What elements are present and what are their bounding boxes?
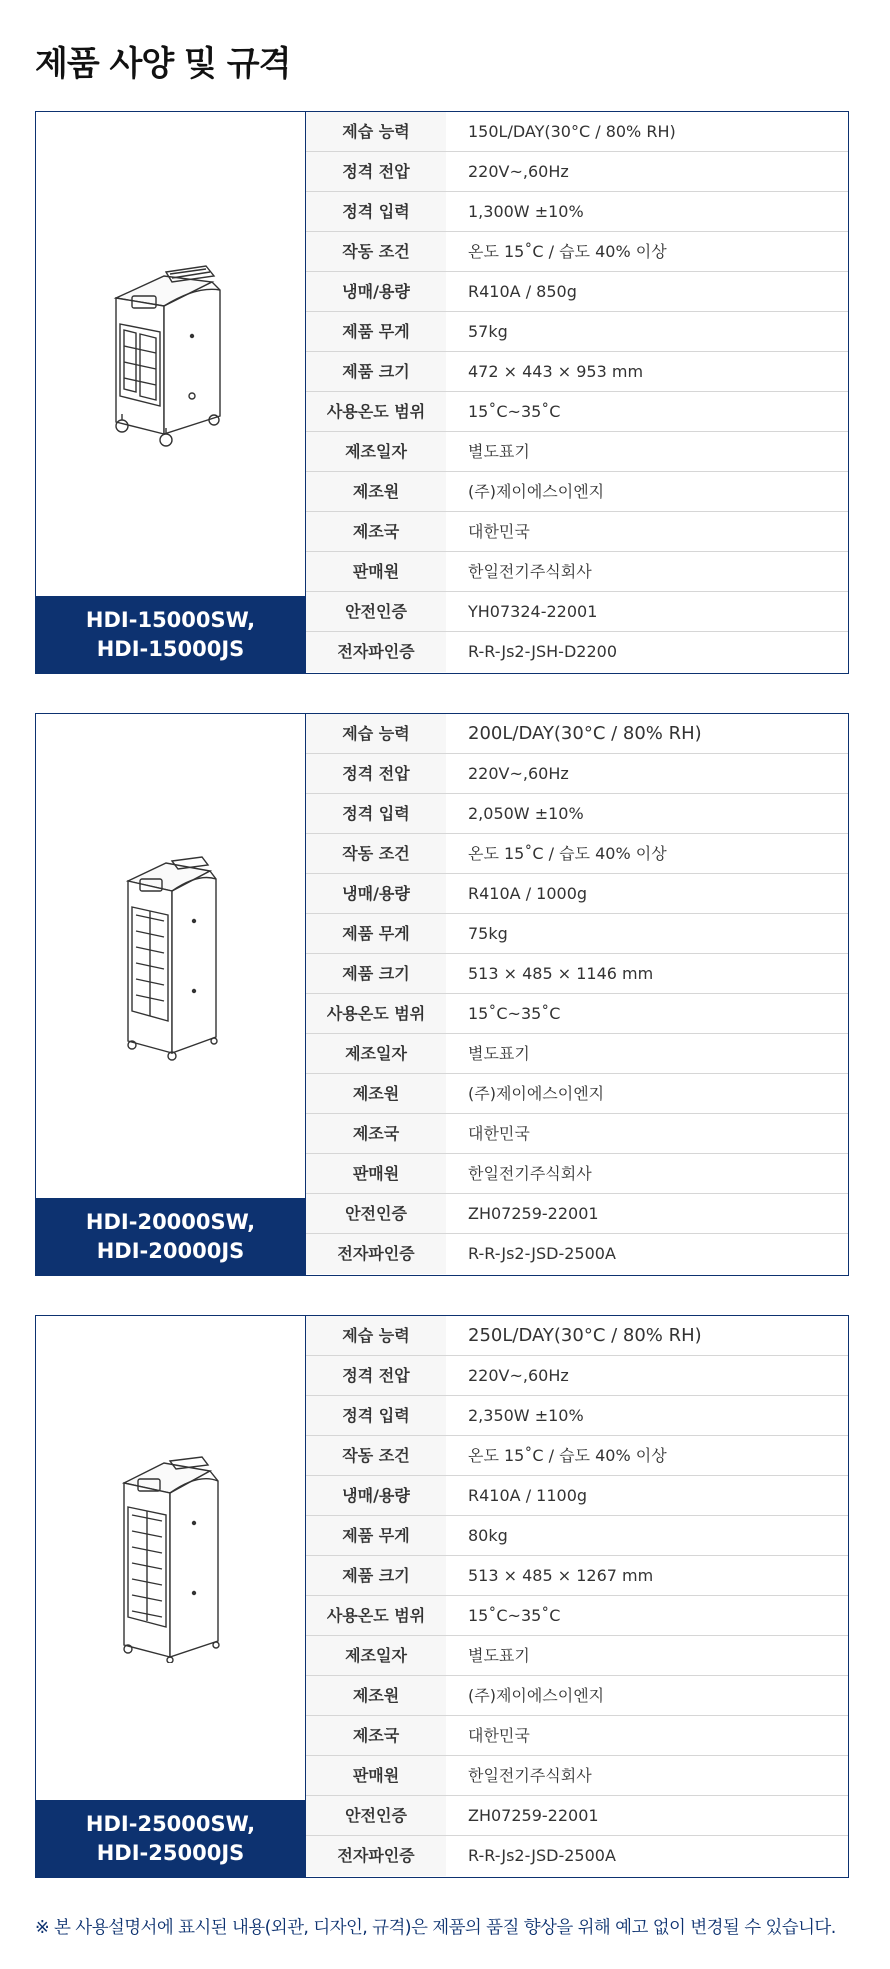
spec-value: 온도 15˚C / 습도 40% 이상 — [468, 1446, 667, 1465]
spec-row-capacity — [306, 112, 848, 152]
spec-label: 판매원 — [306, 1756, 446, 1795]
spec-value: 온도 15˚C / 습도 40% 이상 — [468, 242, 667, 261]
spec-label: 제조국 — [306, 1114, 446, 1153]
spec-label: 제조원 — [306, 472, 446, 511]
product-left-column — [36, 112, 306, 673]
product-left-column — [36, 714, 306, 1275]
spec-value: 15˚C~35˚C — [468, 402, 561, 421]
spec-label: 제조일자 — [306, 432, 446, 471]
spec-label: 사용온도 범위 — [306, 1596, 446, 1635]
spec-label: 냉매/용량 — [306, 874, 446, 913]
product-image-area — [36, 714, 305, 1198]
dehumidifier-25000-icon — [116, 1453, 226, 1663]
spec-label: 작동 조건 — [306, 232, 446, 271]
spec-row-conditions — [306, 1436, 848, 1476]
spec-value: 513 × 485 × 1267 mm — [468, 1566, 654, 1585]
spec-label: 작동 조건 — [306, 1436, 446, 1475]
spec-row-refrigerant — [306, 874, 848, 914]
spec-label: 제조일자 — [306, 1636, 446, 1675]
product-card-2 — [35, 713, 849, 1276]
spec-value: 대한민국 — [468, 1124, 530, 1143]
spec-value: 513 × 485 × 1146 mm — [468, 964, 654, 983]
spec-value: 250L/DAY(30°C / 80% RH) — [468, 1325, 702, 1346]
spec-value: 1,300W ±10% — [468, 202, 584, 221]
spec-label: 제조국 — [306, 512, 446, 551]
spec-row-safety-cert — [306, 1796, 848, 1836]
spec-row-emc-cert — [306, 1836, 848, 1876]
spec-value: ZH07259-22001 — [468, 1204, 599, 1223]
spec-table — [306, 1316, 848, 1877]
spec-value: (주)제이에스이엔지 — [468, 1084, 605, 1103]
spec-value: R-R-Js2-JSD-2500A — [468, 1846, 616, 1865]
product-image-area — [36, 112, 305, 596]
spec-label: 안전인증 — [306, 1796, 446, 1835]
spec-row-manufacturer — [306, 472, 848, 512]
model-name-line1: HDI-20000SW, — [85, 1209, 256, 1234]
spec-label: 안전인증 — [306, 1194, 446, 1233]
spec-row-size — [306, 1556, 848, 1596]
spec-label: 작동 조건 — [306, 834, 446, 873]
spec-value: 472 × 443 × 953 mm — [468, 362, 644, 381]
spec-label: 판매원 — [306, 1154, 446, 1193]
spec-value: 220V~,60Hz — [468, 162, 569, 181]
spec-row-safety-cert — [306, 592, 848, 632]
spec-label: 제품 무게 — [306, 914, 446, 953]
spec-value: R410A / 1000g — [468, 884, 588, 903]
spec-label: 정격 입력 — [306, 794, 446, 833]
spec-row-country — [306, 1114, 848, 1154]
spec-row-input — [306, 192, 848, 232]
spec-row-voltage — [306, 754, 848, 794]
spec-row-emc-cert — [306, 632, 848, 672]
spec-row-weight — [306, 312, 848, 352]
spec-value: R-R-Js2-JSH-D2200 — [468, 642, 617, 661]
model-name-box — [36, 1198, 305, 1275]
spec-label: 정격 전압 — [306, 754, 446, 793]
spec-value: (주)제이에스이엔지 — [468, 1686, 605, 1705]
spec-value: ZH07259-22001 — [468, 1806, 599, 1825]
spec-row-country — [306, 512, 848, 552]
spec-label: 제품 크기 — [306, 352, 446, 391]
model-name-line1: HDI-15000SW, — [85, 607, 256, 632]
dehumidifier-20000-icon — [116, 851, 226, 1061]
spec-value: (주)제이에스이엔지 — [468, 482, 605, 501]
spec-label: 전자파인증 — [306, 632, 446, 672]
spec-row-emc-cert — [306, 1234, 848, 1274]
spec-value: 75kg — [468, 924, 508, 943]
model-name-line2: HDI-25000JS — [96, 1840, 245, 1865]
spec-value: 220V~,60Hz — [468, 764, 569, 783]
spec-row-temp-range — [306, 392, 848, 432]
spec-label: 전자파인증 — [306, 1836, 446, 1876]
spec-label: 안전인증 — [306, 592, 446, 631]
spec-row-temp-range — [306, 1596, 848, 1636]
spec-row-input — [306, 794, 848, 834]
spec-value: 한일전기주식회사 — [468, 1164, 592, 1183]
spec-label: 제습 능력 — [306, 1316, 446, 1355]
spec-row-temp-range — [306, 994, 848, 1034]
spec-row-voltage — [306, 1356, 848, 1396]
spec-label: 정격 전압 — [306, 152, 446, 191]
spec-label: 제조국 — [306, 1716, 446, 1755]
spec-row-refrigerant — [306, 272, 848, 312]
model-name-box — [36, 1800, 305, 1877]
spec-value: 57kg — [468, 322, 508, 341]
model-name-box — [36, 596, 305, 673]
spec-label: 제품 무게 — [306, 1516, 446, 1555]
footnote: ※ 본 사용설명서에 표시된 내용(외관, 디자인, 규격)은 제품의 품질 향상을 위해 예고 없이 변경될 수 있습니다. — [35, 1918, 836, 1938]
product-left-column — [36, 1316, 306, 1877]
spec-label: 제조일자 — [306, 1034, 446, 1073]
spec-row-mfg-date — [306, 432, 848, 472]
spec-label: 냉매/용량 — [306, 1476, 446, 1515]
spec-row-manufacturer — [306, 1074, 848, 1114]
spec-label: 사용온도 범위 — [306, 994, 446, 1033]
spec-label: 제품 크기 — [306, 1556, 446, 1595]
spec-value: 80kg — [468, 1526, 508, 1545]
spec-label: 정격 입력 — [306, 192, 446, 231]
spec-row-seller — [306, 1154, 848, 1194]
spec-value: 150L/DAY(30°C / 80% RH) — [468, 122, 676, 141]
spec-value: 2,050W ±10% — [468, 804, 584, 823]
model-name-line2: HDI-20000JS — [96, 1238, 245, 1263]
spec-row-size — [306, 352, 848, 392]
spec-row-weight — [306, 1516, 848, 1556]
spec-row-size — [306, 954, 848, 994]
spec-value: 15˚C~35˚C — [468, 1004, 561, 1023]
spec-value: 15˚C~35˚C — [468, 1606, 561, 1625]
spec-value: 온도 15˚C / 습도 40% 이상 — [468, 844, 667, 863]
spec-value: 한일전기주식회사 — [468, 1766, 592, 1785]
spec-value: YH07324-22001 — [468, 602, 598, 621]
spec-row-capacity — [306, 1316, 848, 1356]
dehumidifier-15000-icon — [106, 256, 236, 452]
spec-value: 별도표기 — [468, 442, 530, 461]
spec-label: 냉매/용량 — [306, 272, 446, 311]
spec-row-refrigerant — [306, 1476, 848, 1516]
spec-row-weight — [306, 914, 848, 954]
spec-row-safety-cert — [306, 1194, 848, 1234]
spec-label: 제조원 — [306, 1676, 446, 1715]
spec-value: 2,350W ±10% — [468, 1406, 584, 1425]
spec-row-input — [306, 1396, 848, 1436]
model-name-line1: HDI-25000SW, — [85, 1811, 256, 1836]
spec-value: R-R-Js2-JSD-2500A — [468, 1244, 616, 1263]
spec-value: 별도표기 — [468, 1044, 530, 1063]
spec-row-mfg-date — [306, 1034, 848, 1074]
spec-value: 한일전기주식회사 — [468, 562, 592, 581]
product-card-1 — [35, 111, 849, 674]
spec-table — [306, 714, 848, 1275]
spec-value: 220V~,60Hz — [468, 1366, 569, 1385]
spec-row-capacity — [306, 714, 848, 754]
spec-label: 제품 크기 — [306, 954, 446, 993]
spec-label: 전자파인증 — [306, 1234, 446, 1274]
spec-value: R410A / 1100g — [468, 1486, 588, 1505]
spec-label: 제품 무게 — [306, 312, 446, 351]
spec-row-mfg-date — [306, 1636, 848, 1676]
spec-value: 대한민국 — [468, 522, 530, 541]
spec-row-country — [306, 1716, 848, 1756]
spec-table — [306, 112, 848, 673]
spec-row-conditions — [306, 834, 848, 874]
spec-label: 사용온도 범위 — [306, 392, 446, 431]
spec-label: 제조원 — [306, 1074, 446, 1113]
model-name-line2: HDI-15000JS — [96, 636, 245, 661]
spec-value: 대한민국 — [468, 1726, 530, 1745]
spec-row-manufacturer — [306, 1676, 848, 1716]
spec-row-seller — [306, 552, 848, 592]
spec-label: 판매원 — [306, 552, 446, 591]
spec-label: 제습 능력 — [306, 714, 446, 753]
product-image-area — [36, 1316, 305, 1800]
spec-label: 제습 능력 — [306, 112, 446, 151]
spec-value: 200L/DAY(30°C / 80% RH) — [468, 723, 702, 744]
spec-label: 정격 입력 — [306, 1396, 446, 1435]
spec-value: 별도표기 — [468, 1646, 530, 1665]
spec-label: 정격 전압 — [306, 1356, 446, 1395]
product-card-3 — [35, 1315, 849, 1878]
spec-row-voltage — [306, 152, 848, 192]
spec-value: R410A / 850g — [468, 282, 577, 301]
spec-row-conditions — [306, 232, 848, 272]
spec-row-seller — [306, 1756, 848, 1796]
page-title: 제품 사양 및 규격 — [35, 44, 291, 84]
